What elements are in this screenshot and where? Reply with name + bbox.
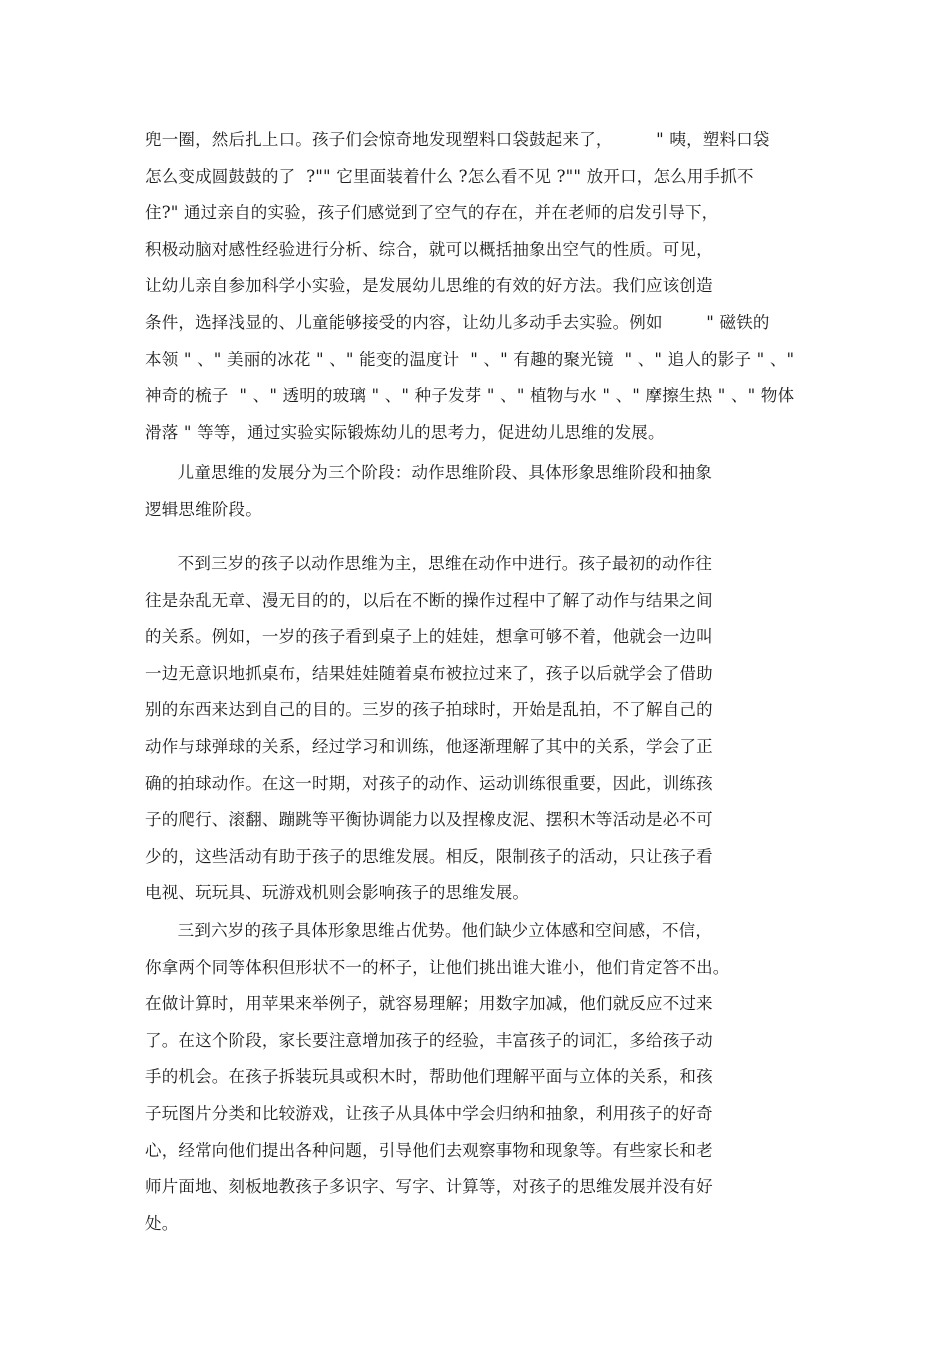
- text-line: 不到三岁的孩子以动作思维为主，思维在动作中进行。孩子最初的动作往: [145, 554, 713, 573]
- text-line: 住?" 通过亲自的实验，孩子们感觉到了空气的存在，并在老师的启发引导下，: [145, 203, 719, 223]
- text-line: 处。: [145, 1213, 179, 1233]
- text-line: 手的机会。在孩子拆装玩具或积木时，帮助他们理解平面与立体的关系，和孩: [145, 1067, 713, 1087]
- text-line: 条件，选择浅显的、儿童能够接受的内容，让幼儿多动手去实验。例如 " 磁铁的: [145, 312, 770, 332]
- paragraph-action-thinking: [145, 546, 810, 912]
- text-line: 你拿两个同等体积但形状不一的杯子，让他们挑出谁大谁小，他们肯定答不出。: [145, 957, 730, 977]
- paragraph-experiments: [145, 122, 810, 451]
- text-line: 三到六岁的孩子具体形象思维占优势。他们缺少立体感和空间感，不信，: [145, 921, 713, 940]
- text-line: 的关系。例如，一岁的孩子看到桌子上的娃娃，想拿可够不着，他就会一边叫: [145, 627, 713, 647]
- text-line: 滑落 " 等等，通过实验实际锻炼幼儿的思考力，促进幼儿思维的发展。: [145, 422, 665, 442]
- text-line: 子玩图片分类和比较游戏，让孩子从具体中学会归纳和抽象，利用孩子的好奇: [145, 1103, 713, 1123]
- text-line: 师片面地、刻板地教孩子多识字、写字、计算等，对孩子的思维发展并没有好: [145, 1177, 713, 1197]
- text-line: 心，经常向他们提出各种问题，引导他们去观察事物和现象等。有些家长和老: [145, 1140, 713, 1160]
- text-line: 兜一圈，然后扎上口。孩子们会惊奇地发现塑料口袋鼓起来了， " 咦，塑料口袋: [145, 130, 770, 149]
- text-line: 儿童思维的发展分为三个阶段：动作思维阶段、具体形象思维阶段和抽象: [145, 463, 713, 482]
- text-line: 往是杂乱无章、漫无目的的，以后在不断的操作过程中了解了动作与结果之间: [145, 590, 713, 610]
- text-line: 本领 " 、" 美丽的冰花 " 、" 能变的温度计 " 、" 有趣的聚光镜 " 、" 追人的影子 " 、": [145, 349, 795, 369]
- text-line: 少的，这些活动有助于孩子的思维发展。相反，限制孩子的活动，只让孩子看: [145, 846, 713, 866]
- text-line: 神奇的梳子 " 、" 透明的玻璃 " 、" 种子发芽 " 、" 植物与水 " 、" 摩擦生热 " 、" 物体: [145, 386, 795, 406]
- text-line: 逻辑思维阶段。: [145, 499, 262, 519]
- paragraph-three-stages: [145, 455, 810, 528]
- text-line: 在做计算时，用苹果来举例子，就容易理解；用数字加减，他们就反应不过来: [145, 994, 713, 1014]
- text-line: 子的爬行、滚翻、蹦跳等平衡协调能力以及捏橡皮泥、摆积木等活动是必不可: [145, 810, 713, 830]
- text-line: 让幼儿亲自参加科学小实验，是发展幼儿思维的有效的好方法。我们应该创造: [145, 276, 713, 296]
- paragraph-concrete-thinking: [145, 913, 810, 1242]
- text-line: 确的拍球动作。在这一时期，对孩子的动作、运动训练很重要，因此，训练孩: [145, 773, 713, 793]
- text-line: 积极动脑对感性经验进行分析、综合，就可以概括抽象出空气的性质。可见，: [145, 239, 713, 259]
- text-line: 一边无意识地抓桌布，结果娃娃随着桌布被拉过来了，孩子以后就学会了借助: [145, 663, 713, 683]
- text-line: 电视、玩玩具、玩游戏机则会影响孩子的思维发展。: [145, 883, 530, 903]
- text-line: 动作与球弹球的关系，经过学习和训练，他逐渐理解了其中的关系，学会了正: [145, 736, 713, 756]
- text-line: 别的东西来达到自己的目的。三岁的孩子拍球时，开始是乱拍，不了解自己的: [145, 700, 713, 720]
- text-line: 了。在这个阶段，家长要注意增加孩子的经验，丰富孩子的词汇，多给孩子动: [145, 1030, 713, 1050]
- text-line: 怎么变成圆鼓鼓的了 ?"" 它里面装着什么 ?怎么看不见 ?"" 放开口，怎么用手抓不: [145, 166, 754, 186]
